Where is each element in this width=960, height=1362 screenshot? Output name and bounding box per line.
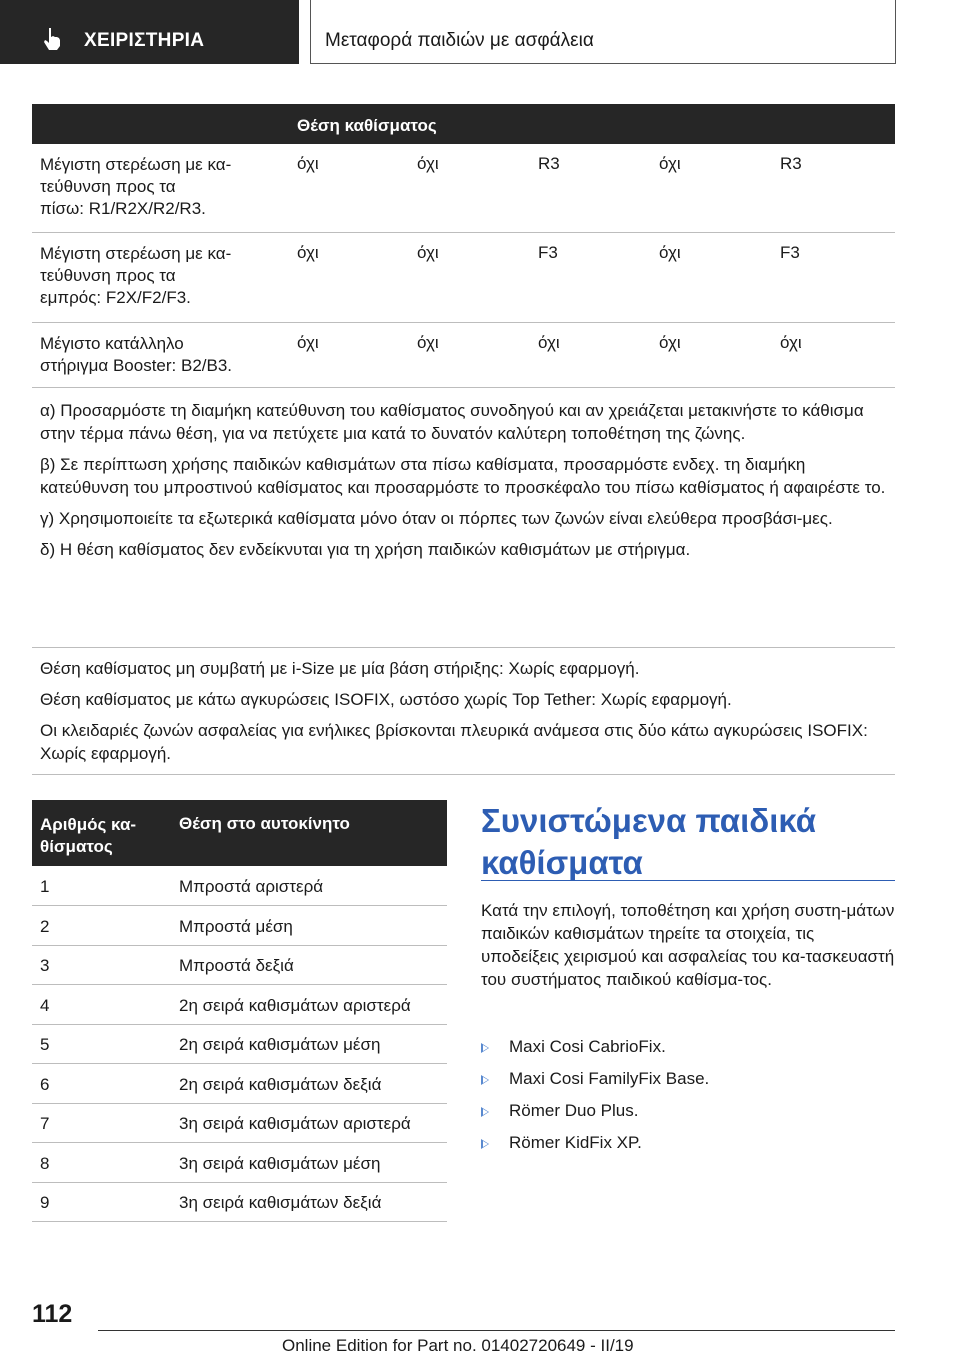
table-row xyxy=(32,945,447,985)
table-row xyxy=(32,144,895,233)
triangle-bullet-icon xyxy=(481,1107,489,1117)
row-label: Μέγιστη στερέωση με κα- τεύθυνση προς τα εμπρός: F2X/F2/F3. xyxy=(40,244,232,307)
footnote: δ) Η θέση καθίσματος δεν ενδείκνυται για τη χρήση παιδικών καθισμάτων με στήριγμα. xyxy=(40,540,691,559)
table-row xyxy=(32,866,447,906)
seat-number: 2 xyxy=(40,917,50,936)
seat-number-table-header xyxy=(32,800,447,866)
row-label: Μέγιστη στερέωση με κα- τεύθυνση προς τα πίσω: R1/R2X/R2/R3. xyxy=(40,155,232,218)
table-row xyxy=(32,323,895,388)
seat-position-header-label: Θέση καθίσματος xyxy=(297,116,437,135)
page-title: Μεταφορά παιδιών με ασφάλεια xyxy=(325,30,594,51)
cell-value: F3 xyxy=(538,243,558,262)
seat-number: 9 xyxy=(40,1193,50,1212)
table-row xyxy=(32,1024,447,1064)
seat-number: 4 xyxy=(40,996,50,1015)
remark: Οι κλειδαριές ζωνών ασφαλείας για ενήλικες βρίσκονται πλευρικά ανάμεσα στις δύο κάτω αγκυρώσεις ISOFIX: Χωρίς εφαρμογή. xyxy=(40,721,868,763)
list-item-text: Maxi Cosi FamilyFix Base. xyxy=(509,1069,710,1088)
seat-number: 3 xyxy=(40,956,50,975)
seat-position: 3η σειρά καθισμάτων μέση xyxy=(179,1154,381,1173)
cell-value: F3 xyxy=(780,243,800,262)
footnote: γ) Χρησιμοποιείτε τα εξωτερικά καθίσματα μόνο όταν οι πόρπες των ζωνών είναι ελεύθερα προσβάσι-μες. xyxy=(40,509,833,528)
cell-value: όχι xyxy=(780,333,802,352)
list-item-text: Römer KidFix XP. xyxy=(509,1133,642,1152)
intro-paragraph: Κατά την επιλογή, τοποθέτηση και χρήση συστη-μάτων παιδικών καθισμάτων τηρείτε τα στοιχεία, τις υποδείξεις χειρισμού και ασφαλείας του κα-τασκευαστή του συστήματος παιδικού καθίσμα-τος. xyxy=(481,901,895,989)
seat-position: Μπροστά μέση xyxy=(179,917,293,936)
triangle-bullet-icon xyxy=(481,1075,489,1085)
seat-position: 3η σειρά καθισμάτων δεξιά xyxy=(179,1193,382,1212)
table-row xyxy=(32,985,447,1025)
cell-value: όχι xyxy=(297,243,319,262)
cell-value: όχι xyxy=(417,243,439,262)
cell-value: όχι xyxy=(417,154,439,173)
cell-value: όχι xyxy=(538,333,560,352)
list-item-text: Römer Duo Plus. xyxy=(509,1101,639,1120)
cell-value: όχι xyxy=(659,154,681,173)
seat-position: 2η σειρά καθισμάτων μέση xyxy=(179,1035,381,1054)
seat-number: 7 xyxy=(40,1114,50,1133)
col-seat-number: Αριθμός κα- θίσματος xyxy=(40,815,137,856)
remark: Θέση καθίσματος με κάτω αγκυρώσεις ISOFIX, ωστόσο χωρίς Top Tether: Χωρίς εφαρμογή. xyxy=(40,690,732,709)
cell-value: όχι xyxy=(297,154,319,173)
seat-position: 3η σειρά καθισμάτων αριστερά xyxy=(179,1114,411,1133)
hand-pointer-icon xyxy=(42,27,62,51)
section-heading: Συνιστώμενα παιδικά καθίσματα xyxy=(481,802,817,881)
list-item-text: Maxi Cosi CabrioFix. xyxy=(509,1037,666,1056)
footer-rule xyxy=(98,1330,895,1331)
table-row xyxy=(32,1103,447,1143)
seat-number: 5 xyxy=(40,1035,50,1054)
table-row xyxy=(32,1064,447,1104)
seat-number: 8 xyxy=(40,1154,50,1173)
table-row xyxy=(32,233,895,323)
remarks xyxy=(40,657,890,773)
triangle-bullet-icon xyxy=(481,1043,489,1053)
row-label: Μέγιστο κατάλληλο στήριγμα Booster: B2/B3. xyxy=(40,334,233,375)
remark: Θέση καθίσματος μη συμβατή με i-Size με μία βάση στήριξης: Χωρίς εφαρμογή. xyxy=(40,659,640,678)
footnotes xyxy=(40,399,890,569)
divider xyxy=(32,647,895,648)
table-row xyxy=(32,1143,447,1183)
cell-value: όχι xyxy=(659,243,681,262)
header-section-tab xyxy=(0,0,299,64)
seat-number: 1 xyxy=(40,877,50,896)
divider xyxy=(32,774,895,775)
seat-position: 2η σειρά καθισμάτων αριστερά xyxy=(179,996,411,1015)
cell-value: όχι xyxy=(659,333,681,352)
seat-position: Μπροστά αριστερά xyxy=(179,877,324,896)
cell-value: R3 xyxy=(538,154,560,173)
seat-number: 6 xyxy=(40,1075,50,1094)
heading-rule xyxy=(481,880,895,881)
cell-value: όχι xyxy=(297,333,319,352)
table-row xyxy=(32,906,447,946)
header-title-box xyxy=(310,0,896,64)
seat-position-table-header xyxy=(32,104,895,144)
seat-position: 2η σειρά καθισμάτων δεξιά xyxy=(179,1075,382,1094)
cell-value: R3 xyxy=(780,154,802,173)
footnote: β) Σε περίπτωση χρήσης παιδικών καθισμάτων στα πίσω καθίσματα, προσαρμόστε ενδεχ. τη διαμήκη κατεύθυνση του μπροστινού καθίσματος και προσαρμόστε το προσκέφαλο του πίσω καθίσματος ή αφαιρέστε το. xyxy=(40,455,886,497)
footnote: α) Προσαρμόστε τη διαμήκη κατεύθυνση του καθίσματος συνοδηγού και αν χρειάζεται μετακινήστε το κάθισμα στην τέρμα πάνω θέση, για να πετύχετε μια κατά το δυνατόν καλύτερη τοποθέτηση της ζώνης. xyxy=(40,401,864,443)
triangle-bullet-icon xyxy=(481,1139,489,1149)
cell-value: όχι xyxy=(417,333,439,352)
page-number: 112 xyxy=(32,1300,73,1328)
table-row xyxy=(32,1182,447,1222)
section-label: ΧΕΙΡΙΣΤΗΡΙΑ xyxy=(84,30,205,51)
col-seat-position: Θέση στο αυτοκίνητο xyxy=(179,814,350,833)
seat-position: Μπροστά δεξιά xyxy=(179,956,294,975)
edition-note: Online Edition for Part no. 01402720649 - II/19 xyxy=(282,1336,634,1355)
